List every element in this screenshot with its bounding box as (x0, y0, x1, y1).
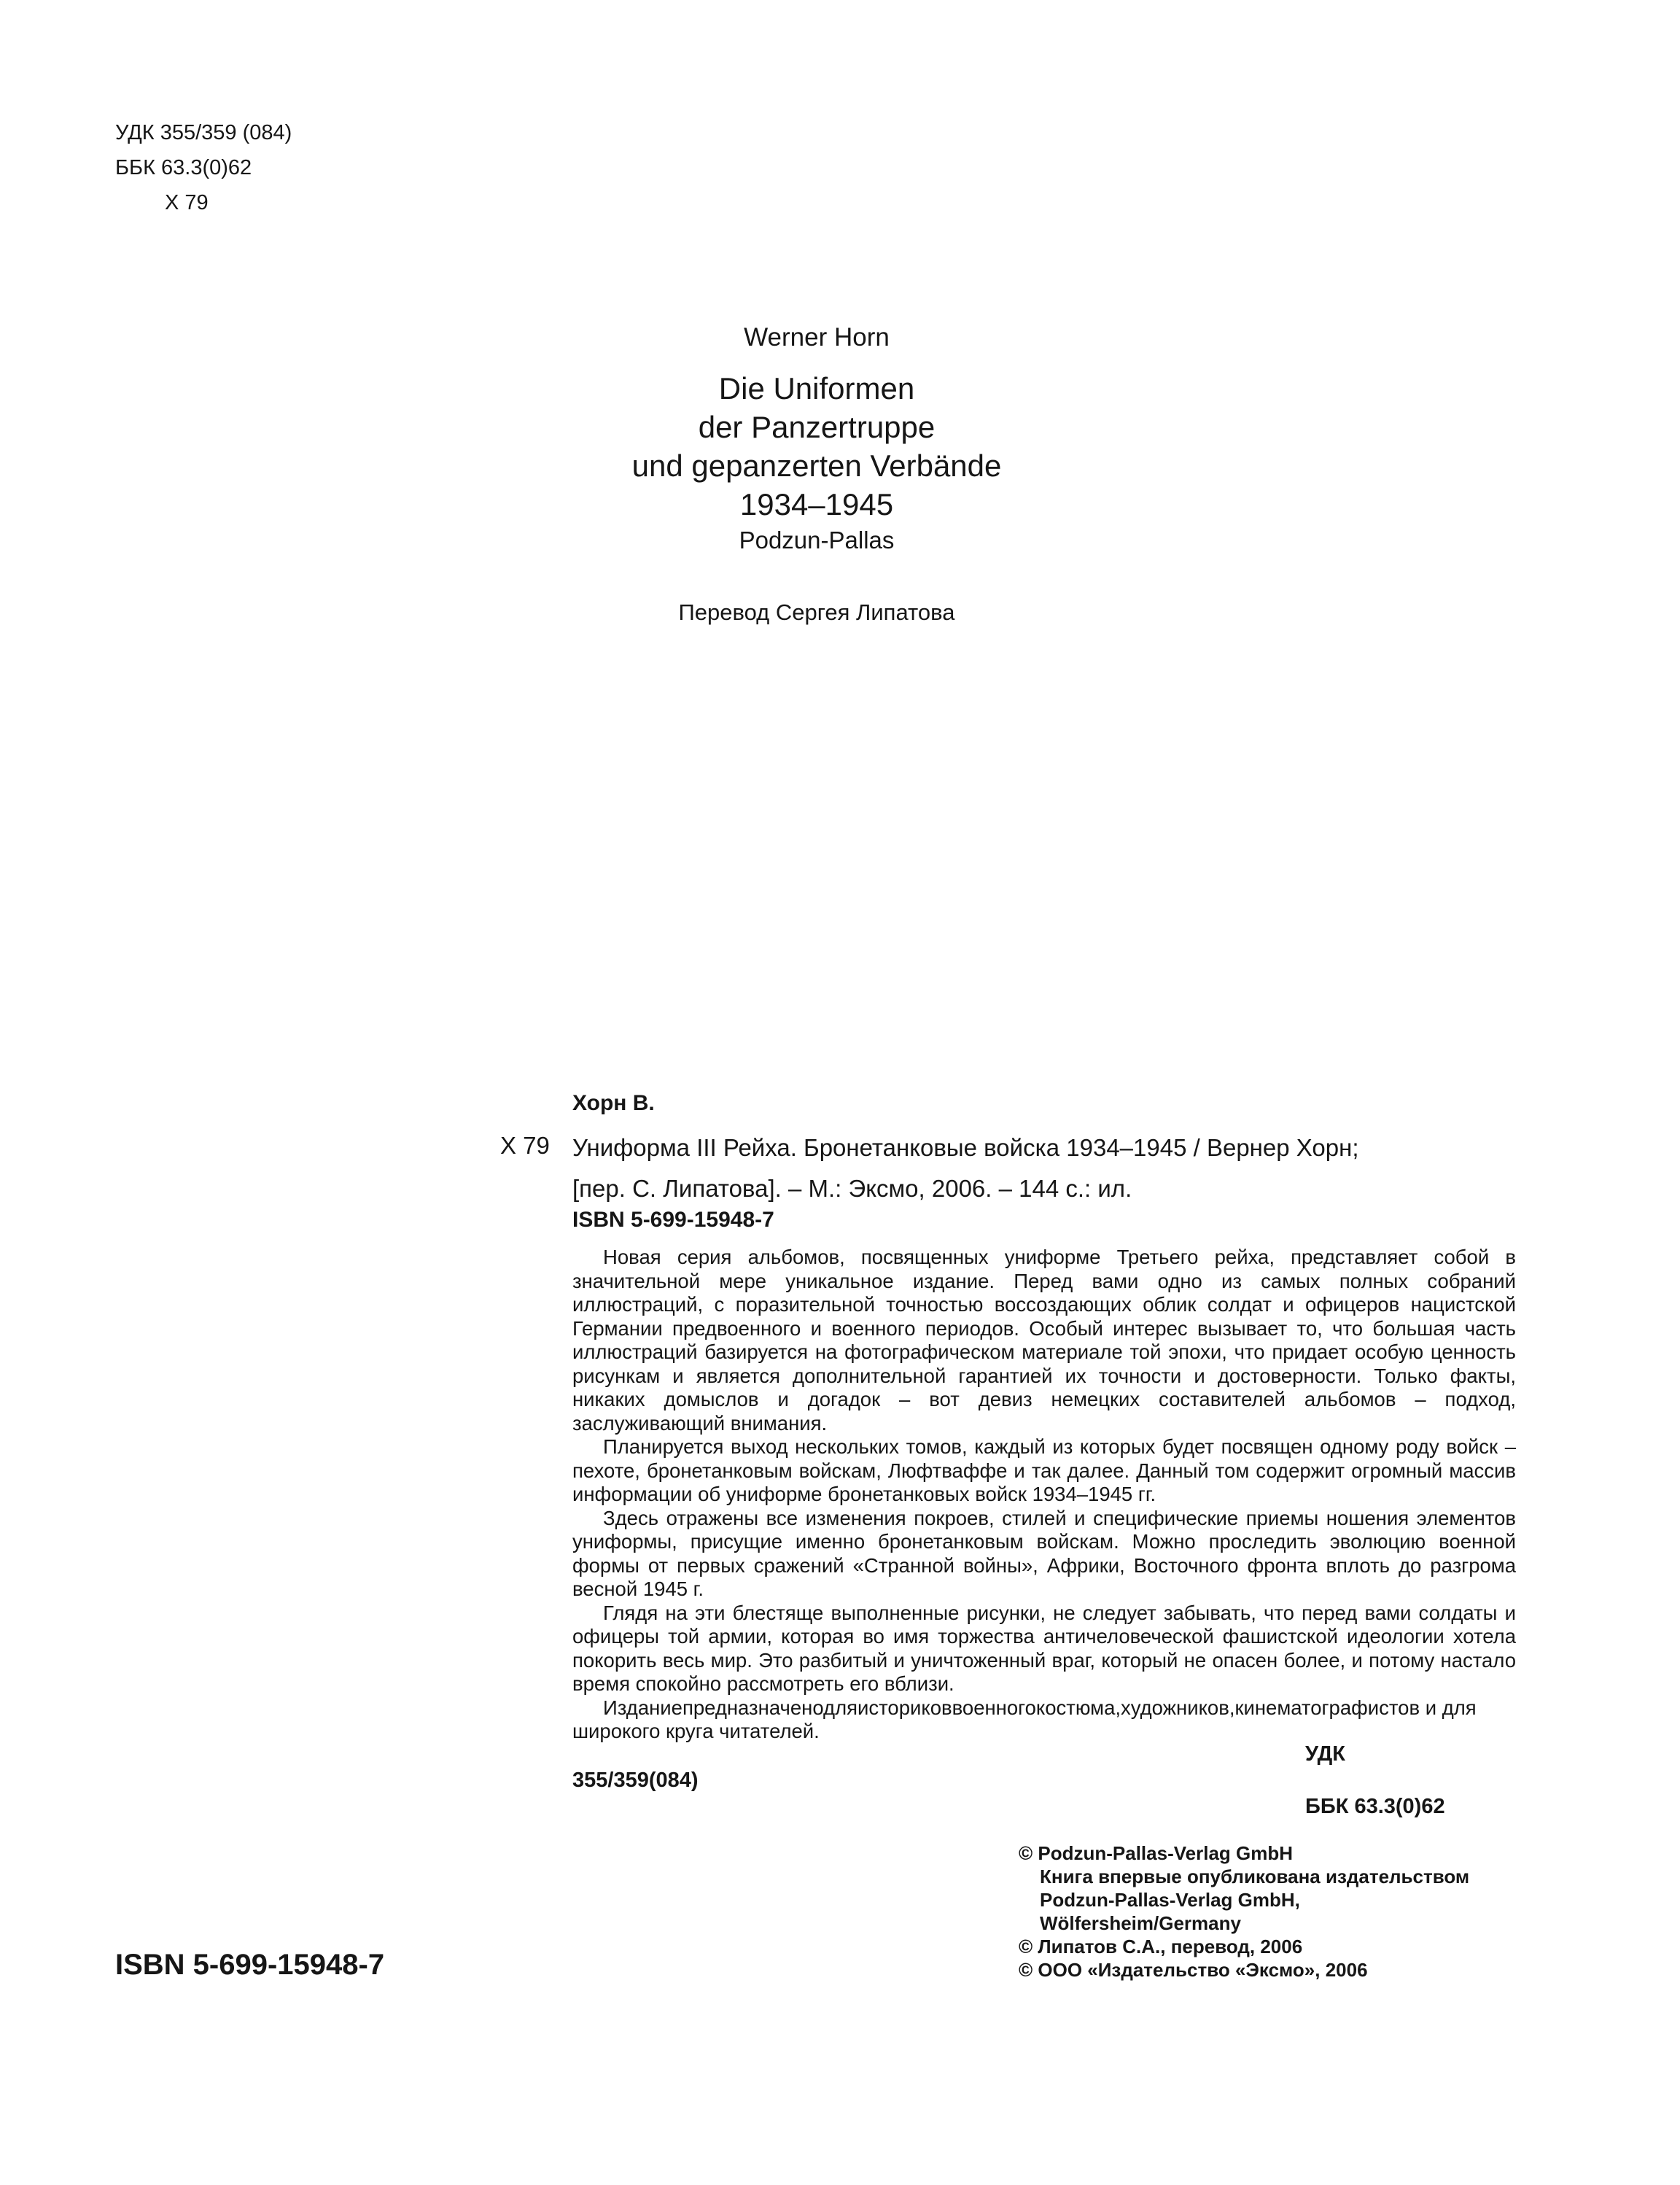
original-title (0, 369, 1633, 524)
translator-credit: Перевод Сергея Липатова (678, 599, 955, 625)
card-bbk-value: ББК 63.3(0)62 (1305, 1795, 1445, 1818)
catalog-code: Х 79 (500, 1132, 550, 1159)
catalog-entry (572, 1128, 1506, 1209)
copyright-line: © Липатов С.А., перевод, 2006 (1019, 1936, 1303, 1957)
catalog-entry-line: [пер. С. Липатова]. – М.: Эксмо, 2006. – 144 с.: ил. (572, 1175, 1132, 1202)
bbk-code: ББК 63.3(0)62 (115, 156, 252, 179)
original-title-years: 1934–1945 (739, 487, 894, 521)
catalog-entry-line: Униформа III Рейха. Бронетанковые войска 1934–1945 / Вернер Хорн; (572, 1134, 1359, 1161)
card-udk-label: УДК (1305, 1742, 1345, 1766)
original-author: Werner Horn (744, 323, 890, 352)
abstract-paragraph: Глядя на эти блестяще выполненные рисунки, не следует забывать, что перед вами солдаты и офицеры той армии, которая во имя торжества античеловеческой фашистской идеологии хотела покорить весь мир. Это разбитый и уничтоженный враг, который не опасен более, и потому настало время спокойно рассмотреть его вблизи. (572, 1601, 1516, 1695)
copyright-line: © Podzun-Pallas-Verlag GmbH (1019, 1842, 1294, 1864)
udk-code: УДК 355/359 (084) (115, 121, 292, 144)
abstract-paragraph: Новая серия альбомов, посвященных униформе Третьего рейха, представляет собой в значительной мере уникальное издание. Перед вами одно из самых полных собраний иллюстраций, с поразительной точностью воссоздающих облик солдат и офицеров нацистской Германии предвоенного и военного периодов. Особый интерес вызывает то, что большая часть иллюстраций базируется на фотографическом материале той эпохи, что придает особую ценность рисункам и является дополнительной гарантией их точности и достоверности. Только факты, никаких домыслов и догадок – вот девиз немецких составителей альбомов – подход, заслуживающий внимания. (572, 1246, 1516, 1435)
isbn-bottom: ISBN 5-699-15948-7 (115, 1949, 385, 1981)
abstract (572, 1246, 1516, 1744)
original-title-line: und gepanzerten Verbände (631, 449, 1002, 483)
copyright-line: Книга впервые опубликована издательством (1040, 1866, 1470, 1887)
copyright-line: Wölfersheim/Germany (1040, 1912, 1241, 1934)
abstract-paragraph: Здесь отражены все изменения покроев, стилей и специфические приемы ношения элементов униформы, присущие именно бронетанковым войскам. Можно проследить эволюцию военной формы от первых сражений «Странной войны», Африки, Восточного фронта вплоть до разгрома весной 1945 г. (572, 1506, 1516, 1600)
card-udk-value: 355/359(084) (572, 1769, 699, 1792)
classification-block (115, 115, 292, 220)
copyright-line: © ООО «Издательство «Эксмо», 2006 (1019, 1959, 1368, 1981)
copyright-line: Podzun-Pallas-Verlag GmbH, (1040, 1889, 1300, 1911)
abstract-paragraph: Изданиепредназначенодляисториковвоенногокостюма,художников,кинематографистов и для широкого круга читателей. (572, 1696, 1477, 1742)
catalog-author: Хорн В. (572, 1091, 655, 1115)
author-mark: Х 79 (165, 191, 209, 214)
original-title-line: Die Uniformen (718, 371, 915, 405)
original-publisher: Podzun-Pallas (739, 527, 895, 554)
original-title-line: der Panzertruppe (698, 410, 936, 444)
catalog-isbn: ISBN 5-699-15948-7 (572, 1208, 774, 1232)
copyright-block (1019, 1841, 1469, 1982)
abstract-paragraph: Планируется выход нескольких томов, каждый из которых будет посвящен одному роду войск – пехоте, бронетанковым войскам, Люфтваффе и так далее. Данный том содержит огромный массив информации об униформе бронетанковых войск 1934–1945 гг. (572, 1435, 1516, 1505)
